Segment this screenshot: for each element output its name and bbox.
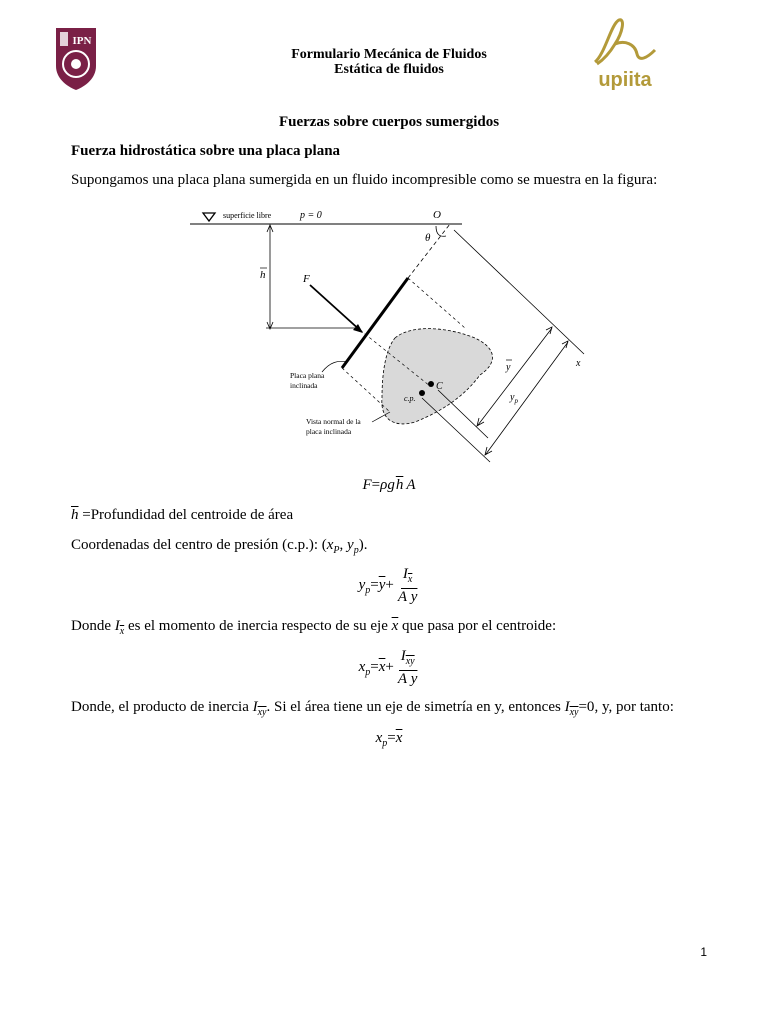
plate-normal-view-shape (382, 329, 493, 424)
submerged-plate-figure (190, 200, 590, 465)
cp-label: c.p. (404, 394, 416, 403)
plate-label-line2: inclinada (290, 381, 318, 390)
equation-xp: $x_p=\overline{x}+$ $\frac{I_{\overline{xy}}}{A \overline{y}}$ (358, 648, 418, 687)
x-axis-line (454, 230, 584, 354)
free-surface-triangle-icon (203, 213, 215, 221)
ybar-dimension (478, 328, 552, 425)
svg-text:upiita: upiita (598, 69, 652, 91)
normal-view-label-line1: Vista normal de la (306, 417, 361, 426)
intro-paragraph: Supongamos una placa plana sumergida en un fluido incompresible como se muestra en la figura: (71, 172, 658, 188)
depth-label: h (260, 269, 266, 281)
page-number: 1 (700, 945, 707, 959)
x-axis-label: x (576, 358, 581, 369)
free-surface-label: superficie libre (223, 211, 272, 220)
force-label: F (303, 273, 310, 285)
equation-xp-final: $x_p=\overline{x}$ (375, 730, 403, 749)
ybar-label: y (506, 362, 511, 373)
yp-label: $y_p$ (510, 392, 518, 405)
cp-coordinates-line: Coordenadas del centro de presión (c.p.): ($x_P$, $y_p$). (71, 537, 368, 556)
centroid-point (428, 381, 434, 387)
header-subtitle: Estática de fluidos (334, 62, 444, 77)
centroid-label: C (436, 381, 443, 392)
normal-view-label-line2: placa inclinada (306, 427, 352, 436)
hbar-definition: $\overline{h}$ =Profundidad del centroide de área (71, 507, 294, 523)
pressure-center-point (419, 390, 425, 396)
pressure-label: p = 0 (300, 210, 322, 221)
subheading: Fuerza hidrostática sobre una placa plana (71, 143, 341, 159)
svg-text:IPN: IPN (72, 35, 92, 47)
force-arrow (310, 285, 362, 332)
donde-inertia-line: Donde $I_{\overline{x}}$ es el momento de inercia respecto de su eje $\overline{x}$ que pasa por el centroide: (71, 618, 557, 637)
equation-yp: $y_p=\overline{y}+$ $\frac{I_{\overline{x}}}{A \overline{y}}$ (358, 566, 418, 605)
header-title: Formulario Mecánica de Fluidos (291, 47, 487, 62)
plate-label-line1: Placa plana (290, 371, 325, 380)
origin-label: O (433, 209, 441, 221)
donde-product-inertia-line: Donde, el producto de inercia $I_{\overline{xy}}$. Si el área tiene un eje de simetría en y, entonces $I_{\overline{xy}}=0$, y, por tanto: (71, 699, 674, 718)
theta-label: θ (425, 232, 431, 244)
equation-force: $F=\rho g\overline{h}$ A (362, 477, 416, 493)
section-title: Fuerzas sobre cuerpos sumergidos (278, 114, 500, 130)
upiita-logo (585, 14, 665, 92)
